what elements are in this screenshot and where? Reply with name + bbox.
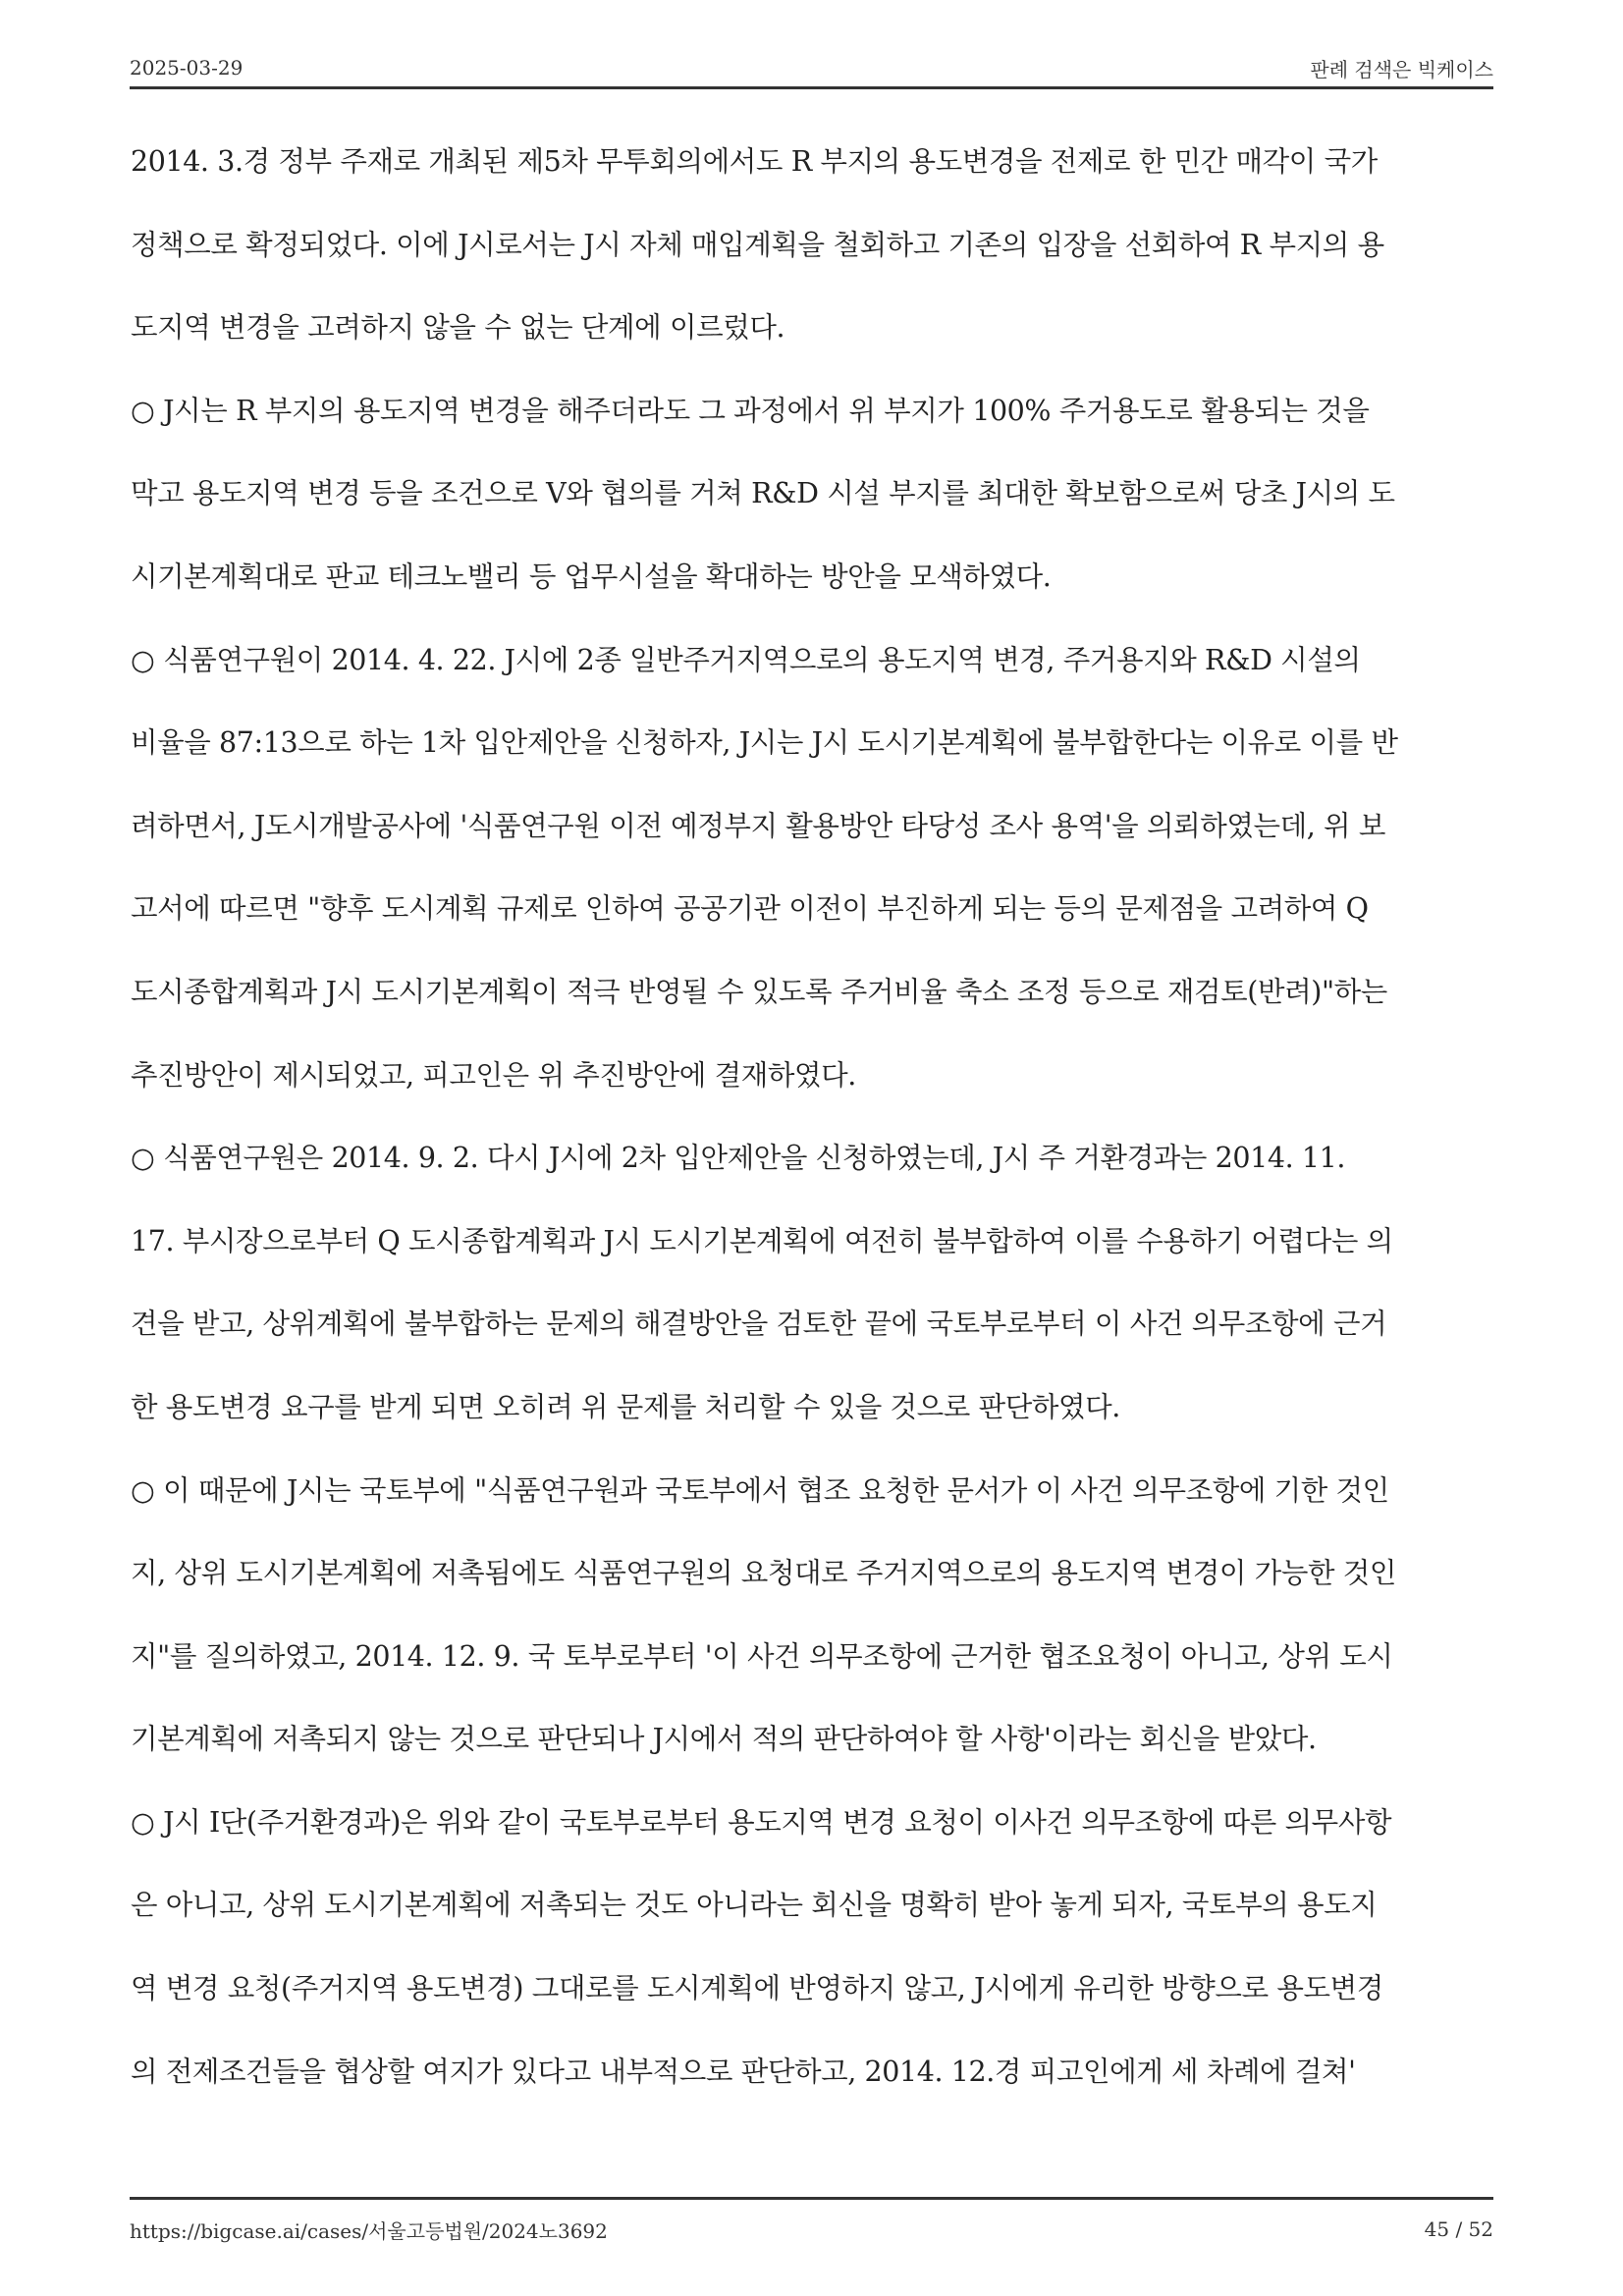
body-line: 기본계획에 저촉되지 않는 것으로 판단되나 J시에서 적의 판단하여야 할 사항'이라는 회신을 받았다. (131, 1723, 1317, 1756)
footer-divider (130, 2197, 1493, 2200)
page-header (130, 51, 1493, 84)
page-indicator: 45 / 52 (1424, 2217, 1493, 2241)
body-line: 도지역 변경을 고려하지 않을 수 없는 단계에 이르렀다. (131, 311, 785, 345)
body-line: ○ 이 때문에 J시는 국토부에 "식품연구원과 국토부에서 협조 요청한 문서가 이 사건 의무조항에 기한 것인 (131, 1473, 1389, 1507)
header-date: 2025-03-29 (130, 56, 243, 80)
header-site-title: 판례 검색은 빅케이스 (1310, 57, 1493, 81)
body-line: ○ J시는 R 부지의 용도지역 변경을 해주더라도 그 과정에서 위 부지가 100% 주거용도로 활용되는 것을 (131, 394, 1370, 427)
page-footer (130, 2213, 1493, 2246)
body-line: 고서에 따르면 "향후 도시계획 규제로 인하여 공공기관 이전이 부진하게 되는 등의 문제점을 고려하여 Q (131, 892, 1369, 926)
body-line: 견을 받고, 상위계획에 불부합하는 문제의 해결방안을 검토한 끝에 국토부로부터 이 사건 의무조항에 근거 (131, 1308, 1387, 1341)
body-line: 지, 상위 도시기본계획에 저촉됨에도 식품연구원의 요청대로 주거지역으로의 용도지역 변경이 가능한 것인 (131, 1557, 1397, 1590)
body-line: ○ 식품연구원은 2014. 9. 2. 다시 J시에 2차 입안제안을 신청하였는데, J시 주 거환경과는 2014. 11. (131, 1142, 1346, 1175)
body-line: 2014. 3.경 정부 주재로 개최된 제5차 무투회의에서도 R 부지의 용도변경을 전제로 한 민간 매각이 국가 (131, 145, 1378, 178)
body-line: 려하면서, J도시개발공사에 '식품연구원 이전 예정부지 활용방안 타당성 조사 용역'을 의뢰하였는데, 위 보 (131, 809, 1385, 842)
body-line: ○ 식품연구원이 2014. 4. 22. J시에 2종 일반주거지역으로의 용도지역 변경, 주거용지와 R&D 시설의 (131, 643, 1361, 676)
body-line: ○ J시 I단(주거환경과)은 위와 같이 국토부로부터 용도지역 변경 요청이 이사건 의무조항에 따른 의무사항 (131, 1805, 1392, 1839)
body-line: 정책으로 확정되었다. 이에 J시로서는 J시 자체 매입계획을 철회하고 기존의 입장을 선회하여 R 부지의 용 (131, 228, 1384, 261)
body-line: 의 전제조건들을 협상할 여지가 있다고 내부적으로 판단하고, 2014. 12.경 피고인에게 세 차례에 걸쳐' (131, 2055, 1356, 2088)
body-line: 비율을 87:13으로 하는 1차 입안제안을 신청하자, J시는 J시 도시기본계획에 불부합한다는 이유로 이를 반 (131, 726, 1398, 760)
body-line: 17. 부시장으로부터 Q 도시종합계획과 J시 도시기본계획에 여전히 불부합하여 이를 수용하기 어렵다는 의 (131, 1224, 1393, 1257)
header-divider (130, 86, 1493, 89)
body-line: 역 변경 요청(주거지역 용도변경) 그대로를 도시계획에 반영하지 않고, J시에게 유리한 방향으로 용도변경 (131, 1972, 1383, 2005)
body-line: 지"를 질의하였고, 2014. 12. 9. 국 토부로부터 '이 사건 의무조항에 근거한 협조요청이 아니고, 상위 도시 (131, 1639, 1393, 1673)
body-line: 도시종합계획과 J시 도시기본계획이 적극 반영될 수 있도록 주거비율 축소 조정 등으로 재검토(반려)"하는 (131, 975, 1387, 1008)
body-line: 은 아니고, 상위 도시기본계획에 저촉되는 것도 아니라는 회신을 명확히 받아 놓게 되자, 국토부의 용도지 (131, 1889, 1378, 1922)
body-line: 시기본계획대로 판교 테크노밸리 등 업무시설을 확대하는 방안을 모색하였다. (131, 560, 1052, 593)
body-line: 막고 용도지역 변경 등을 조건으로 V와 협의를 거쳐 R&D 시설 부지를 최대한 확보함으로써 당초 J시의 도 (131, 477, 1395, 510)
body-line: 추진방안이 제시되었고, 피고인은 위 추진방안에 결재하였다. (131, 1058, 856, 1092)
body-line: 한 용도변경 요구를 받게 되면 오히려 위 문제를 처리할 수 있을 것으로 판단하였다. (131, 1390, 1120, 1423)
footer-url[interactable]: https://bigcase.ai/cases/서울고등법원/2024노3692 (130, 2218, 608, 2243)
document-body (131, 144, 1500, 2137)
